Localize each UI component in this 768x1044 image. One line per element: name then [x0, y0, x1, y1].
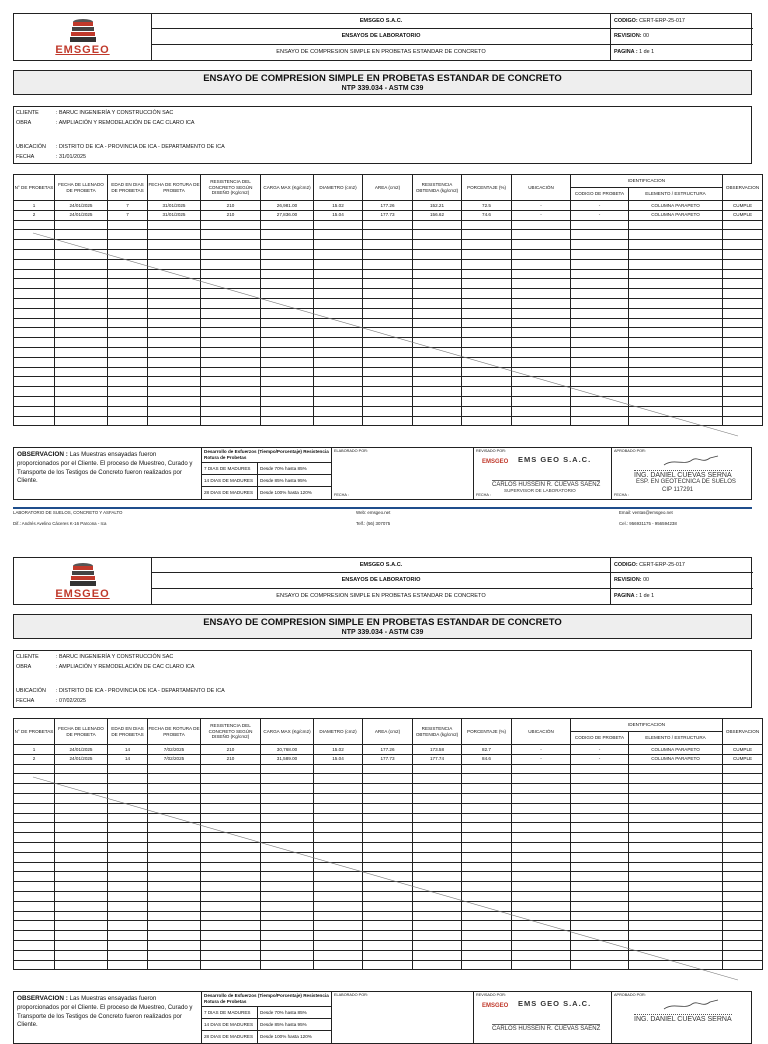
col-header: RESISTENCIA DEL CONCRETO SEGÚN DISEÑO (Kg/cm2) — [201, 175, 261, 201]
table-cell — [723, 764, 763, 774]
logo-text: EMSGEO — [55, 44, 110, 56]
table-cell: 152.21 — [413, 201, 462, 211]
table-cell: 7 — [108, 210, 148, 220]
col-header: IDENTIFICACION — [571, 719, 723, 732]
document-title: ENSAYO DE COMPRESION SIMPLE EN PROBETAS ESTANDAR DE CONCRETO — [276, 593, 486, 600]
col-header: FECHA DE ROTURA DE PROBETA — [148, 719, 201, 745]
col-header: EDAD EN DIAS DE PROBETAS — [108, 719, 148, 745]
table-cell: 7 — [108, 201, 148, 211]
ubicacion-label: UBICACIÓN — [16, 144, 46, 150]
approved-by: APROBADO POR: ING. DANIEL CUEVAS SERNA ESP. EN GEOTECNICA DE SUELOS CIP 117291 FECHA : — [614, 449, 736, 497]
elaborated-by: ELABORADO POR: FECHA : — [332, 448, 474, 499]
fecha-label: FECHA — [16, 154, 35, 160]
fecha-value: : 31/01/2025 — [56, 154, 86, 160]
col-header: RESISTENCIA OBTENIDA (kg/cm2) — [413, 719, 462, 745]
table-row — [14, 754, 763, 764]
col-header: N° DE PROBETAS — [14, 175, 55, 201]
table-cell: CUMPLE — [723, 745, 763, 755]
table-cell — [14, 220, 55, 230]
document-title: ENSAYO DE COMPRESION SIMPLE EN PROBETAS ESTANDAR DE CONCRETO — [276, 49, 486, 56]
table-cell: 7/02/2025 — [148, 745, 201, 755]
doc-header — [13, 557, 752, 605]
table-cell — [462, 764, 512, 774]
table-cell — [201, 220, 261, 230]
reviewed-by: REVISADO POR: EMSGEO EMS GEO S.A.C. CARLOS HUSSEIN R. CUEVAS SAENZ SUPERVISOR DE LABORATORIO FECHA : — [474, 448, 612, 499]
report-norm: NTP 339.034 - ASTM C39 — [341, 85, 424, 92]
table-cell: 210 — [201, 201, 261, 211]
col-header: UBICACIÓN — [512, 175, 571, 201]
table-cell: 14 — [108, 745, 148, 755]
report-title — [13, 70, 752, 95]
report-title-main: ENSAYO DE COMPRESION SIMPLE EN PROBETAS ESTANDAR DE CONCRETO — [203, 73, 562, 84]
col-header: FECHA DE ROTURA DE PROBETA — [148, 175, 201, 201]
table-cell — [201, 764, 261, 774]
page-field: PAGINA : 1 de 1 — [614, 49, 655, 56]
table-cell: 177.73 — [363, 754, 413, 764]
table-cell: - — [512, 210, 571, 220]
col-header: PORCENTAJE (%) — [462, 175, 512, 201]
logo-text: EMSGEO — [55, 588, 110, 600]
sub-col-header: ELEMENTO / ESTRUCTURA — [629, 732, 723, 745]
company-logo — [14, 558, 152, 604]
table-cell: 24/01/2025 — [55, 201, 108, 211]
col-header: OBSERVACION — [723, 719, 763, 745]
table-cell: 210 — [201, 754, 261, 764]
table-cell: - — [571, 201, 629, 211]
sub-col-header: CODIGO DE PROBETA — [571, 732, 629, 745]
table-cell: 72.5 — [462, 201, 512, 211]
ubicacion-value: : DISTRITO DE ICA - PROVINCIA DE ICA - DEPARTAMENTO DE ICA — [56, 688, 225, 694]
signature-scribble — [662, 454, 722, 468]
table-row — [14, 764, 763, 774]
table-cell: 2 — [14, 210, 55, 220]
table-cell — [314, 220, 363, 230]
company-name: EMSGEO S.A.C. — [152, 558, 610, 573]
table-cell: 156.62 — [413, 210, 462, 220]
table-cell: 210 — [201, 745, 261, 755]
col-header: DIAMETRO (cm2) — [314, 175, 363, 201]
observation-block: OBSERVACION : Las Muestras ensayadas fueron proporcionados por el Cliente. El proceso de Muestreo, Curado y Transporte de los Testigos de Concreto fueron realizados por Cliente. — [14, 448, 202, 499]
table-cell: - — [512, 201, 571, 211]
company-logo — [14, 14, 152, 60]
code-field: CODIGO: CERT-ERP-25-017 — [611, 14, 753, 29]
obra-value: : AMPLIACIÓN Y REMODELACIÓN DE CAC CLARO ICA — [56, 664, 195, 670]
table-cell: 210 — [201, 210, 261, 220]
table-cell: - — [512, 745, 571, 755]
table-cell — [413, 220, 462, 230]
table-cell: - — [571, 754, 629, 764]
table-cell — [148, 764, 201, 774]
table-cell: 1 — [14, 201, 55, 211]
project-info — [13, 106, 752, 164]
table-row — [14, 210, 763, 220]
col-header: RESISTENCIA OBTENIDA (kg/cm2) — [413, 175, 462, 201]
footer-box — [13, 991, 752, 1044]
col-header: OBSERVACION — [723, 175, 763, 201]
col-header: PORCENTAJE (%) — [462, 719, 512, 745]
table-cell — [314, 764, 363, 774]
obra-label: OBRA — [16, 664, 32, 670]
table-cell — [413, 764, 462, 774]
fecha-value: : 07/02/2025 — [56, 698, 86, 704]
col-header: DIAMETRO (cm2) — [314, 719, 363, 745]
table-cell: COLUMNA PARAPETO — [629, 210, 723, 220]
page-field: PAGINA : 1 de 1 — [614, 593, 655, 600]
table-cell: 26,981.00 — [261, 201, 314, 211]
department: ENSAYOS DE LABORATORIO — [152, 573, 610, 588]
table-cell: 1 — [14, 745, 55, 755]
table-cell: 15.02 — [314, 201, 363, 211]
report-title — [13, 614, 752, 639]
col-header: AREA (cm2) — [363, 175, 413, 201]
table-cell: 82.7 — [462, 745, 512, 755]
table-cell — [512, 764, 571, 774]
col-header: IDENTIFICACION — [571, 175, 723, 188]
table-cell: 84.6 — [462, 754, 512, 764]
cancel-diagonal-line — [33, 777, 738, 980]
table-cell: CUMPLE — [723, 754, 763, 764]
table-cell — [148, 220, 201, 230]
table-cell — [512, 220, 571, 230]
table-cell — [629, 220, 723, 230]
footer-box — [13, 447, 752, 500]
table-cell — [363, 220, 413, 230]
table-cell: - — [512, 754, 571, 764]
footer-rule — [13, 507, 752, 509]
report-page-2 — [0, 544, 768, 1040]
table-cell: 177.74 — [413, 754, 462, 764]
table-cell — [571, 220, 629, 230]
logo-stack-icon — [63, 18, 103, 44]
company-name: EMSGEO S.A.C. — [152, 14, 610, 29]
table-row — [14, 220, 763, 230]
col-header: N° DE PROBETAS — [14, 719, 55, 745]
col-header: UBICACIÓN — [512, 719, 571, 745]
table-cell: COLUMNA PARAPETO — [629, 754, 723, 764]
table-row — [14, 745, 763, 755]
table-cell: 15.02 — [314, 745, 363, 755]
table-cell — [55, 220, 108, 230]
cliente-label: CLIENTE — [16, 110, 39, 116]
observation-block: OBSERVACION : Las Muestras ensayadas fueron proporcionados por el Cliente. El proceso de Muestreo, Curado y Transporte de los Testigos de Concreto fueron realizados por Cliente. — [14, 992, 202, 1043]
col-header: EDAD EN DIAS DE PROBETAS — [108, 175, 148, 201]
ubicacion-label: UBICACIÓN — [16, 688, 46, 694]
table-cell: 177.26 — [363, 745, 413, 755]
ubicacion-value: : DISTRITO DE ICA - PROVINCIA DE ICA - DEPARTAMENTO DE ICA — [56, 144, 225, 150]
elaborated-by: ELABORADO POR: — [332, 992, 474, 1043]
table-cell: 74.6 — [462, 210, 512, 220]
table-cell: 31,589.00 — [261, 754, 314, 764]
table-cell: 27,836.00 — [261, 210, 314, 220]
table-cell — [363, 764, 413, 774]
col-header: FECHA DE LLENADO DE PROBETA — [55, 719, 108, 745]
table-cell: CUMPLE — [723, 210, 763, 220]
table-cell — [571, 764, 629, 774]
table-cell — [462, 220, 512, 230]
table-cell — [108, 764, 148, 774]
table-cell — [14, 764, 55, 774]
table-cell — [55, 764, 108, 774]
cliente-value: : BARUC INGENIERÍA Y CONSTRUCCIÓN SAC — [56, 654, 174, 660]
table-cell — [108, 220, 148, 230]
lab-stamp: EMSGEO EMS GEO S.A.C. CARLOS HUSSEIN R. CUEVAS SAENZ SUPERVISOR DE LABORATORIO — [482, 455, 601, 493]
col-header: AREA (cm2) — [363, 719, 413, 745]
cliente-value: : BARUC INGENIERÍA Y CONSTRUCCIÓN SAC — [56, 110, 174, 116]
fecha-label: FECHA — [16, 698, 35, 704]
table-cell: 24/01/2025 — [55, 745, 108, 755]
col-header: CARGA MAX (Kg/cm2) — [261, 175, 314, 201]
project-info — [13, 650, 752, 708]
table-cell — [629, 764, 723, 774]
table-cell: 7/02/2025 — [148, 754, 201, 764]
sub-col-header: ELEMENTO / ESTRUCTURA — [629, 188, 723, 201]
doc-header — [13, 13, 752, 61]
sub-col-header: CODIGO DE PROBETA — [571, 188, 629, 201]
signature-scribble — [662, 998, 722, 1012]
table-cell: 30,768.00 — [261, 745, 314, 755]
obra-value: : AMPLIACIÓN Y REMODELACIÓN DE CAC CLARO ICA — [56, 120, 195, 126]
development-table: Desarrollo de Esfuerzos (Tiempo/Porcentaje) Resistencia Rotura de Probetas 7 DIAS DE MADURES Desde 70% hasta 85% 14 DIAS DE MADURES Desde 85% hasta 95% 28 DIAS DE MADURES Desde 100% hasta 120% — [202, 448, 332, 499]
revision-field: REVISION: 00 — [611, 573, 753, 588]
cliente-label: CLIENTE — [16, 654, 39, 660]
col-header: FECHA DE LLENADO DE PROBETA — [55, 175, 108, 201]
approved-by: APROBADO POR: ING. DANIEL CUEVAS SERNA — [614, 993, 732, 1023]
development-table: Desarrollo de Esfuerzos (Tiempo/Porcentaje) Resistencia Rotura de Probetas 7 DIAS DE MADURES Desde 70% hasta 85% 14 DIAS DE MADURES Desde 85% hasta 95% 28 DIAS DE MADURES Desde 100% hasta 120% — [202, 992, 332, 1043]
table-cell: 24/01/2025 — [55, 754, 108, 764]
cancel-diagonal-line — [33, 233, 738, 436]
col-header: CARGA MAX (Kg/cm2) — [261, 719, 314, 745]
department: ENSAYOS DE LABORATORIO — [152, 29, 610, 44]
table-cell: 31/01/2025 — [148, 201, 201, 211]
table-cell: 177.73 — [363, 210, 413, 220]
table-cell: 177.26 — [363, 201, 413, 211]
reviewed-by: REVISADO POR: EMSGEO EMS GEO S.A.C. CARLOS HUSSEIN R. CUEVAS SAENZ — [474, 992, 612, 1043]
lab-stamp: EMSGEO EMS GEO S.A.C. CARLOS HUSSEIN R. CUEVAS SAENZ — [482, 999, 601, 1032]
report-page-1: EMSGEO EMSGEO S.A.C. ENSAYOS DE LABORATORIO ENSAYO DE COMPRESION SIMPLE EN PROBETAS ESTANDAR DE CONCRETO CODIGO: CERT-ERP-25-017 REVISION: 00 PAGINA : 1 de 1 ENSAYO DE COMPRESION SIMPLE EN PROBETAS ESTANDAR DE CONCRETO NTP 339.034 - ASTM C39 CLIENTE : BARUC INGENIERÍA Y CONSTRUCCIÓN SAC OBRA : AMPLIACIÓN Y REMODELACIÓN DE CAC CLARO ICA UBICACIÓN : DISTRITO DE ICA - PROVINCIA DE ICA - DEPARTAMENTO DE ICA FECHA : 31/01/2025 N° DE PROBETAS FECHA DE LLENADO DE PROBETA EDAD EN DIAS DE PROBETAS FECHA DE ROTURA DE PROBETA RESISTENCIA DEL CONCRETO SEGÚN DISEÑO (Kg/cm2) CARGA MAX (Kg/cm2) DIAMETRO (cm2) AREA (cm2) RESISTENCIA OBTENIDA (kg/cm2) PORCENTAJE (%) UBICACIÓN IDENTIFICACION OBSERVACION CODIGO DE PROBETA ELEMENTO / ESTRUCTURA 1 24/01/2025 7 31/01/2025 210 26,981.00 15.02 177.26 152.21 72.5 - - COLUMNA PARAPETO CUMPLE 2 24/01/2025 7 31/01/2025 210 27,836.00 15.04 177.73 156.62 74.6 - - COLUMNA PARAPETO CUMPLE OBSERVACION : Las Muestras ensayadas fueron proporcionados por el Cliente. El proceso de Muestreo, Curado y Transporte de los Testigos de Concreto fueron realizados por Cliente. Desarrollo de Esfuerzos (Tiempo/Porcentaje) Resistencia Rotura de Probetas 7 DIAS DE MADURES Desde 70% hasta 85% 14 DIAS DE MADURES Desde 85% hasta 95% 28 DIAS DE MADURES Desde 100% hasta 120% ELABORADO POR: FECHA : REVISADO POR: EMSGEO EMS GEO S.A.C. CARLOS HUSSEIN R. CUEVAS SAENZ SUPERVISOR DE LABORATORIO FECHA : APROBADO POR: ING. DANIEL CUEVAS SERNA ESP. EN GEOTECNICA DE SUELOS CIP 117291 FECHA : LABORATORIO DE SUELOS, CONCRETO Y ASFALTO Web: emsgeo.net Email: ventas@emsgeo.net Dif.: Andrés Avelino Cáceres K-16 Parcona - Ica Telf.: (56) 307075 Cel.: 956931175 - 956594238 — [0, 0, 768, 536]
table-cell — [261, 220, 314, 230]
logo-stack-icon — [63, 562, 103, 588]
col-header: RESISTENCIA DEL CONCRETO SEGÚN DISEÑO (Kg/cm2) — [201, 719, 261, 745]
table-cell: 24/01/2025 — [55, 210, 108, 220]
table-cell — [261, 764, 314, 774]
table-cell: COLUMNA PARAPETO — [629, 745, 723, 755]
table-cell: 14 — [108, 754, 148, 764]
table-cell: 31/01/2025 — [148, 210, 201, 220]
table-cell: 173.58 — [413, 745, 462, 755]
table-cell: CUMPLE — [723, 201, 763, 211]
table-cell: COLUMNA PARAPETO — [629, 201, 723, 211]
revision-field: REVISION: 00 — [611, 29, 753, 44]
table-cell: - — [571, 210, 629, 220]
table-row — [14, 201, 763, 211]
report-norm: NTP 339.034 - ASTM C39 — [341, 629, 424, 636]
table-cell: 15.04 — [314, 210, 363, 220]
code-field: CODIGO: CERT-ERP-25-017 — [611, 558, 753, 573]
obra-label: OBRA — [16, 120, 32, 126]
table-cell: 2 — [14, 754, 55, 764]
report-title-main: ENSAYO DE COMPRESION SIMPLE EN PROBETAS ESTANDAR DE CONCRETO — [203, 617, 562, 628]
table-cell: - — [571, 745, 629, 755]
table-cell: 15.04 — [314, 754, 363, 764]
table-cell — [723, 220, 763, 230]
